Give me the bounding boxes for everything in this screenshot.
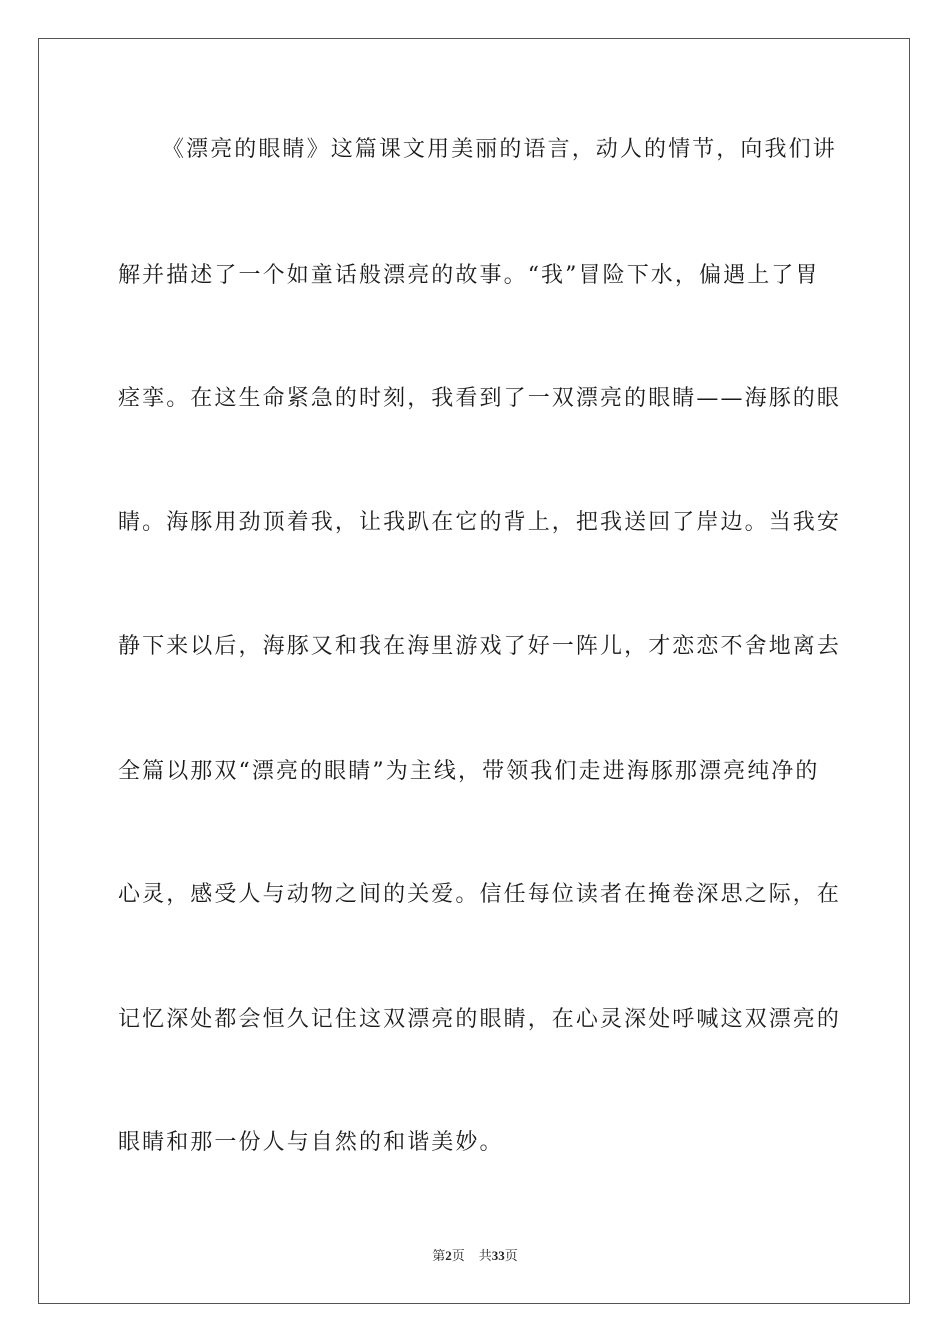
- page-number: 2: [445, 1248, 452, 1263]
- page-suffix: 页: [451, 1249, 465, 1264]
- page-prefix: 第: [432, 1249, 446, 1264]
- paragraph-line-4: 睛。海豚用劲顶着我，让我趴在它的背上，把我送回了岸边。当我安: [118, 510, 842, 535]
- paragraph-line-9: 眼睛和那一份人与自然的和谐美妙。: [118, 1130, 504, 1155]
- paragraph-line-7: 心灵，感受人与动物之间的关爱。信任每位读者在掩卷深思之际，在: [118, 882, 842, 907]
- total-prefix: 共: [478, 1249, 492, 1264]
- paragraph-line-6: 全篇以那双“漂亮的眼睛”为主线，带领我们走进海豚那漂亮纯净的: [118, 759, 820, 784]
- paragraph-line-2: 解并描述了一个如童话般漂亮的故事。“我”冒险下水，偏遇上了胃: [118, 263, 820, 288]
- page-border: [38, 38, 910, 1304]
- paragraph-line-8: 记忆深处都会恒久记住这双漂亮的眼睛，在心灵深处呼喊这双漂亮的: [118, 1007, 842, 1032]
- page-footer: [0, 1247, 950, 1266]
- total-suffix: 页: [504, 1249, 518, 1264]
- paragraph-line-3: 痉挛。在这生命紧急的时刻，我看到了一双漂亮的眼睛——海豚的眼: [118, 386, 842, 411]
- total-pages: 33: [491, 1248, 505, 1263]
- paragraph-line-5: 静下来以后，海豚又和我在海里游戏了好一阵儿，才恋恋不舍地离去: [118, 634, 842, 659]
- paragraph-line-1: 《漂亮的眼睛》这篇课文用美丽的语言，动人的情节，向我们讲: [162, 137, 837, 162]
